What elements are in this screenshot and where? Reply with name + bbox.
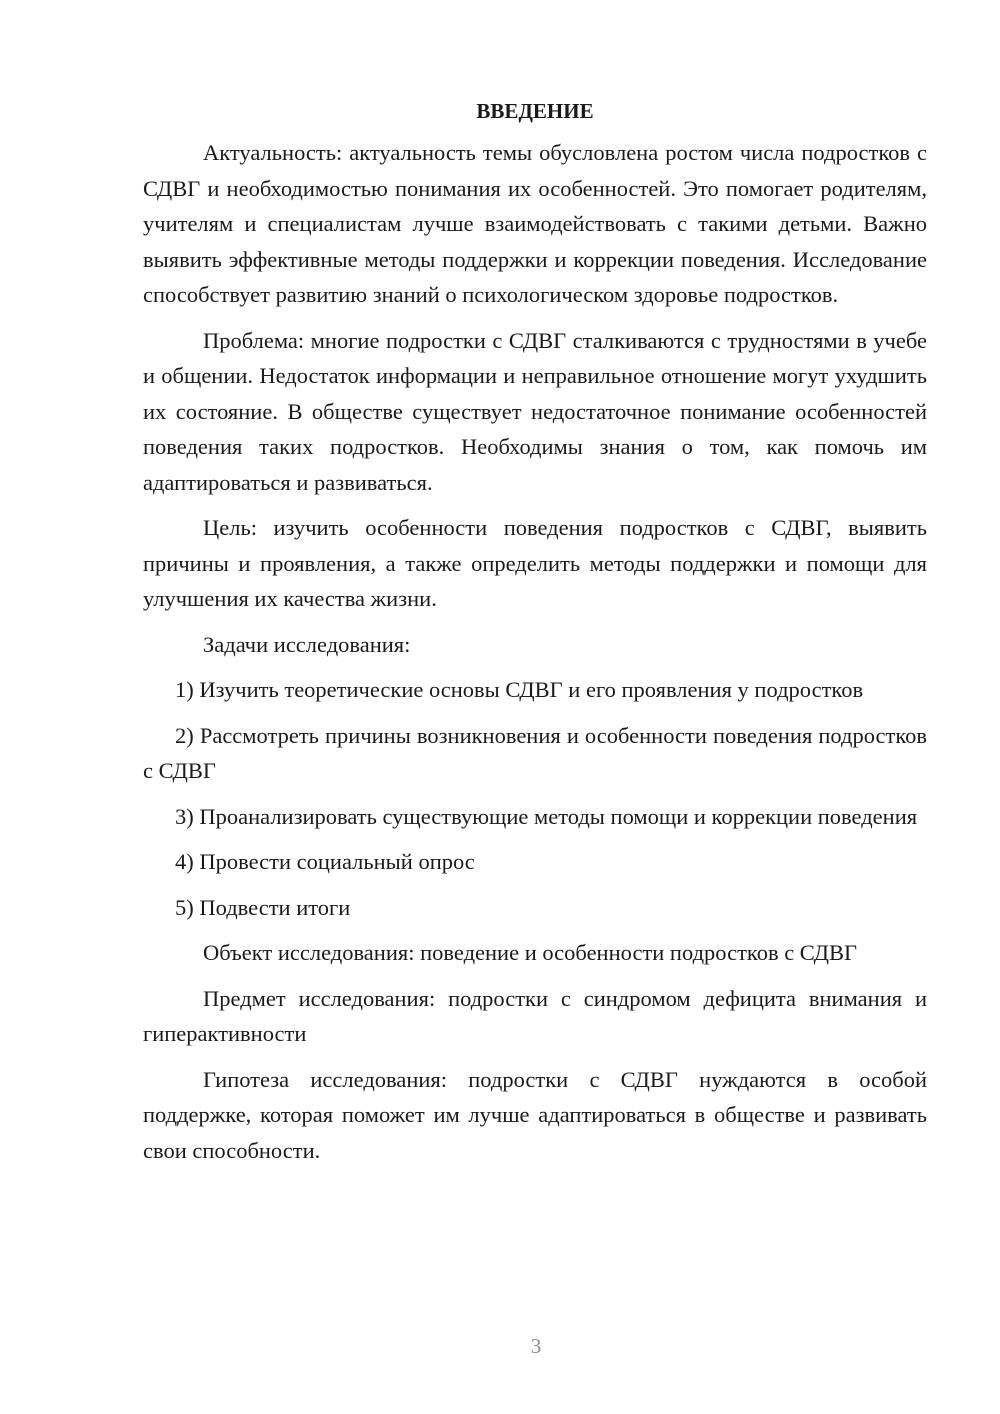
tasks-title: Задачи исследования:: [203, 631, 411, 657]
task-item: 5) Подвести итоги: [175, 894, 351, 920]
object-paragraph: Объект исследования: поведение и особенности подростков с СДВГ: [203, 940, 858, 965]
page-heading: ВВЕДЕНИЕ: [476, 99, 594, 123]
relevance-paragraph: Актуальность: актуальность темы обусловлена ростом числа подростков с СДВГ и необходимостью понимания их особенностей. Это помогает родителям, учителям и специалистам лучше взаимодействовать с такими детьми. Важно выявить эффективные методы поддержки и коррекции поведения. Исследование способствует развитию знаний о психологическом здоровье подростков.: [143, 140, 927, 307]
task-item: 3) Проанализировать существующие методы помощи и коррекции поведения: [175, 803, 918, 829]
goal-paragraph: Цель: изучить особенности поведения подростков с СДВГ, выявить причины и проявления, а также определить методы поддержки и помощи для улучшения их качества жизни.: [143, 515, 927, 611]
subject-paragraph: Предмет исследования: подростки с синдромом дефицита внимания и гиперактивности: [143, 985, 927, 1046]
problem-paragraph: Проблема: многие подростки с СДВГ сталкиваются с трудностями в учебе и общении. Недостаток информации и неправильное отношение могут ухудшить их состояние. В обществе существует недостаточное понимание особенностей поведения таких подростков. Необходимы знания о том, как помочь им адаптироваться и развиваться.: [143, 327, 927, 495]
hypothesis-paragraph: Гипотеза исследования: подростки с СДВГ нуждаются в особой поддержке, которая поможет им лучше адаптироваться в обществе и развивать свои способности.: [143, 1066, 927, 1163]
task-item: 4) Провести социальный опрос: [175, 849, 475, 874]
page-body: [143, 96, 927, 1178]
task-item: 2) Рассмотреть причины возникновения и особенности поведения подростков с СДВГ: [143, 722, 927, 783]
task-item: 1) Изучить теоретические основы СДВГ и его проявления у подростков: [175, 677, 864, 702]
page-number: 3: [530, 1334, 542, 1358]
